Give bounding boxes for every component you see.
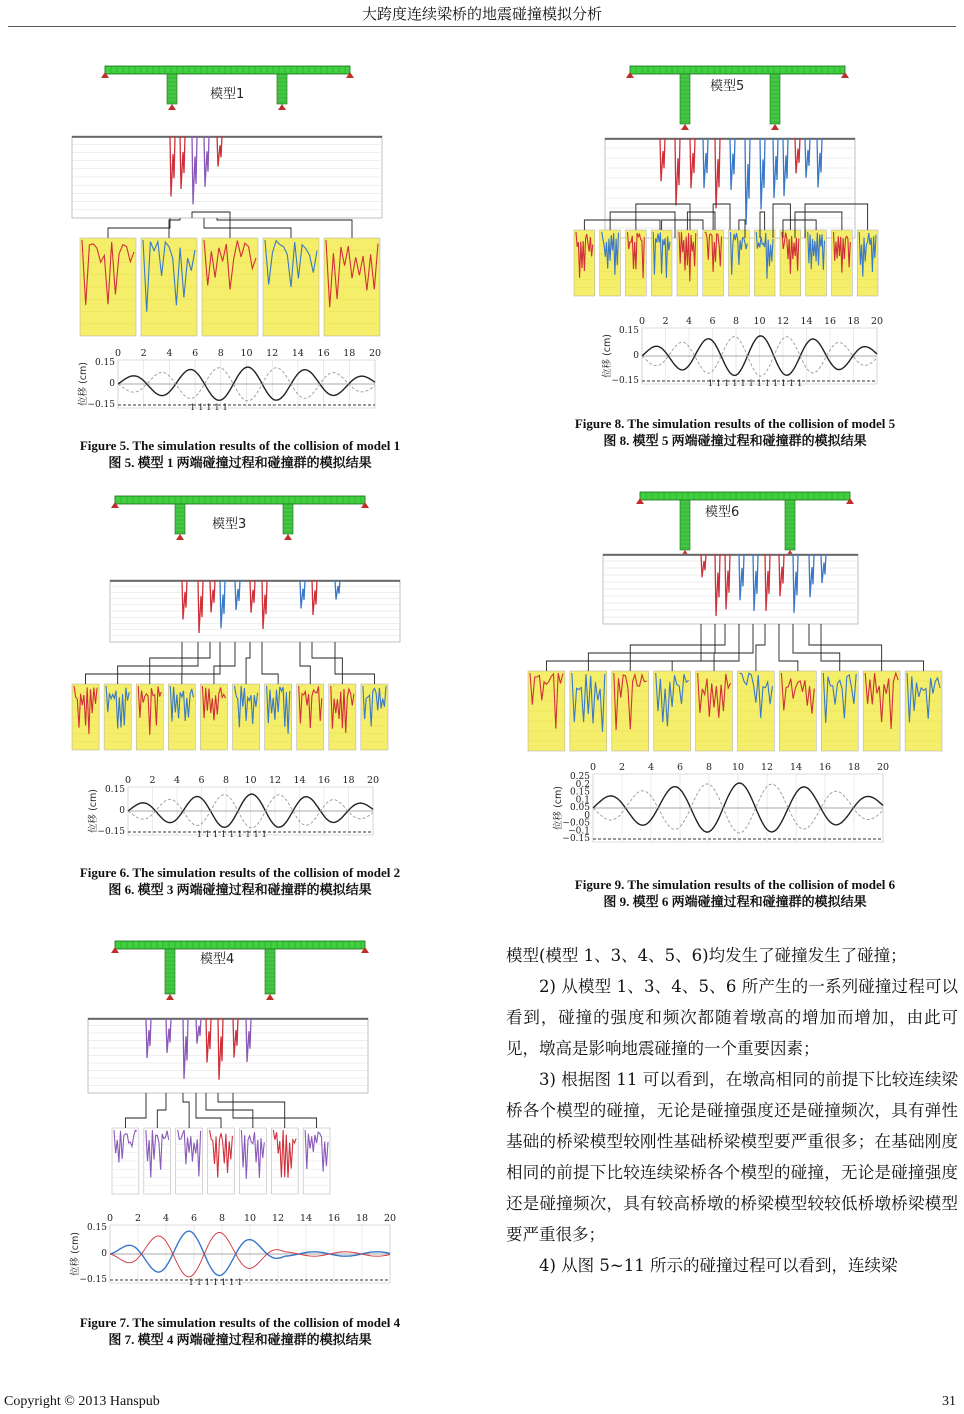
displacement-chart bbox=[77, 348, 381, 413]
x-tick-label: 4 bbox=[162, 1213, 170, 1224]
collision-group-panel bbox=[779, 624, 816, 751]
y-axis-label: 位移 (cm) bbox=[78, 362, 89, 406]
x-tick-label: 18 bbox=[343, 348, 356, 359]
model-label: 模型3 bbox=[212, 517, 247, 532]
x-tick-label: 6 bbox=[198, 775, 205, 786]
x-tick-label: 0 bbox=[638, 316, 646, 327]
y-tick-label: 0.25 bbox=[569, 772, 590, 782]
x-tick-label: 16 bbox=[327, 1213, 341, 1224]
figure-9-caption-zh: 图 9. 模型 6 两端碰撞过程和碰撞群的模拟结果 bbox=[603, 894, 867, 909]
displacement-chart bbox=[601, 316, 883, 389]
y-tick-label: −0.15 bbox=[562, 834, 590, 844]
bridge-pier bbox=[770, 74, 780, 130]
x-tick-label: 2 bbox=[134, 1213, 142, 1224]
x-tick-label: 0 bbox=[124, 775, 132, 786]
collision-figure-svg bbox=[60, 488, 390, 838]
y-tick-label: 0 bbox=[101, 1249, 107, 1259]
collision-group-panel bbox=[176, 1093, 203, 1194]
x-tick-label: 4 bbox=[647, 762, 655, 773]
bridge-deck bbox=[636, 492, 854, 504]
y-axis-label: 位移 (cm) bbox=[553, 786, 564, 830]
collision-group-panel bbox=[192, 212, 258, 336]
figure-8-caption-en: Figure 8. The simulation results of the collision of model 5 bbox=[574, 416, 896, 431]
y-tick-label: −0.15 bbox=[79, 1275, 107, 1285]
x-tick-label: 2 bbox=[140, 348, 147, 359]
x-tick-label: 2 bbox=[618, 762, 626, 773]
figure-5 bbox=[60, 58, 390, 413]
bridge-pier bbox=[680, 74, 690, 130]
figure-5-caption bbox=[20, 437, 460, 471]
collision-marks: 1 1 1 1 1 bbox=[189, 403, 228, 413]
y-tick-label: 0.15 bbox=[618, 326, 639, 336]
figure-8 bbox=[570, 58, 884, 393]
x-tick-label: 2 bbox=[149, 775, 156, 786]
y-tick-label: 0 bbox=[633, 351, 639, 361]
bridge-pier bbox=[167, 74, 177, 110]
x-tick-label: 14 bbox=[789, 762, 803, 773]
x-tick-label: 20 bbox=[366, 775, 380, 786]
x-tick-label: 20 bbox=[870, 316, 884, 327]
x-tick-label: 14 bbox=[800, 316, 813, 327]
figure-7-caption-zh: 图 7. 模型 4 两端碰撞过程和碰撞群的模拟结果 bbox=[108, 1332, 372, 1347]
x-tick-label: 20 bbox=[383, 1213, 397, 1224]
x-tick-label: 10 bbox=[753, 316, 766, 327]
collision-group-panel bbox=[233, 642, 260, 750]
x-tick-label: 2 bbox=[662, 316, 669, 327]
bridge-deck bbox=[111, 941, 369, 953]
collision-group-panel bbox=[729, 220, 750, 296]
x-tick-label: 16 bbox=[317, 775, 331, 786]
bridge-pier bbox=[283, 504, 293, 540]
x-tick-label: 10 bbox=[240, 348, 253, 359]
y-tick-label: 0.15 bbox=[104, 785, 125, 795]
collision-group-panel bbox=[141, 218, 197, 336]
x-tick-label: 0 bbox=[589, 762, 597, 773]
x-tick-label: 10 bbox=[731, 762, 745, 773]
y-tick-label: 0.15 bbox=[94, 358, 115, 368]
y-tick-label: 0.05 bbox=[569, 803, 590, 813]
collision-marks: 1 1 1 1 1 1 1 1 1 bbox=[196, 830, 267, 840]
x-tick-label: 8 bbox=[217, 348, 224, 359]
y-axis-label: 位移 (cm) bbox=[602, 334, 613, 378]
y-tick-label: −0.15 bbox=[97, 827, 125, 837]
x-tick-label: 16 bbox=[823, 316, 837, 327]
figure-5-caption-zh: 图 5. 模型 1 两端碰撞过程和碰撞群的模拟结果 bbox=[108, 455, 372, 470]
figure-5-caption-en: Figure 5. The simulation results of the collision of model 1 bbox=[79, 438, 401, 453]
x-tick-label: 12 bbox=[266, 348, 279, 359]
x-tick-label: 8 bbox=[222, 775, 230, 786]
x-tick-label: 18 bbox=[847, 316, 860, 327]
collision-force-panel bbox=[72, 136, 382, 218]
y-tick-label: 0 bbox=[119, 806, 125, 816]
figure-8-caption-zh: 图 8. 模型 5 两端碰撞过程和碰撞群的模拟结果 bbox=[603, 433, 867, 448]
collision-force-panel bbox=[88, 1018, 368, 1093]
y-tick-label: −0.15 bbox=[611, 376, 639, 386]
running-header: 大跨度连续梁桥的地震碰撞模拟分析 bbox=[361, 5, 602, 23]
x-tick-label: 0 bbox=[106, 1213, 114, 1224]
displacement-chart bbox=[552, 762, 889, 844]
bridge-pier bbox=[277, 74, 287, 110]
y-tick-label: 0.2 bbox=[575, 779, 590, 790]
x-tick-label: 14 bbox=[299, 1213, 313, 1224]
x-tick-label: 10 bbox=[244, 775, 257, 786]
bridge-pier bbox=[165, 949, 175, 1000]
x-tick-label: 12 bbox=[776, 316, 790, 327]
x-tick-label: 4 bbox=[685, 316, 693, 327]
collision-figure-svg bbox=[60, 58, 390, 413]
displacement-chart bbox=[87, 775, 379, 840]
figure-6-caption bbox=[20, 864, 460, 898]
x-tick-label: 8 bbox=[732, 316, 740, 327]
paragraph-3: 4) 从图 5~11 所示的碰撞过程可以看到，连续梁 bbox=[539, 1256, 898, 1275]
body-text bbox=[506, 940, 958, 1281]
figure-6-caption-zh: 图 6. 模型 3 两端碰撞过程和碰撞群的模拟结果 bbox=[108, 882, 372, 897]
displacement-chart bbox=[69, 1213, 396, 1288]
x-tick-label: 4 bbox=[166, 348, 173, 359]
x-tick-label: 20 bbox=[876, 762, 890, 773]
figure-6 bbox=[60, 488, 390, 838]
figure-7-caption bbox=[20, 1314, 460, 1348]
collision-group-panel bbox=[738, 624, 775, 751]
y-tick-label: 0.1 bbox=[575, 795, 590, 806]
model-label: 模型4 bbox=[200, 952, 235, 967]
model-label: 模型6 bbox=[705, 505, 740, 520]
y-tick-label: 0 bbox=[109, 379, 115, 389]
collision-marks: 1 1 1 1 1 1 1 1 1 1 1 1 bbox=[707, 379, 803, 389]
header-rule bbox=[8, 26, 956, 27]
figure-7-caption-en: Figure 7. The simulation results of the collision of model 4 bbox=[79, 1315, 401, 1330]
x-tick-label: 16 bbox=[818, 762, 832, 773]
x-tick-label: 4 bbox=[173, 775, 181, 786]
x-tick-label: 8 bbox=[705, 762, 713, 773]
x-tick-label: 6 bbox=[709, 316, 716, 327]
figure-7 bbox=[60, 933, 397, 1288]
x-tick-label: 18 bbox=[342, 775, 355, 786]
figure-9-caption bbox=[515, 876, 955, 910]
paragraph-2: 3) 根据图 11 可以看到，在墩高相同的前提下比较连续梁桥各个模型的碰撞，无论是碰撞强度还是碰撞频次，具有弹性基础的桥梁模型较刚性基础桥梁模型要严重很多；在基础刚度相同的前提下比较连续梁桥各个模型的碰撞，无论是碰撞强度还是碰撞频次，具有较高桥墩的桥梁模型较较低桥墩桥梁模型要严重很多； bbox=[506, 1070, 958, 1244]
collision-figure-svg bbox=[60, 933, 397, 1288]
footer-page-number: 31 bbox=[942, 1394, 956, 1409]
y-tick-label: 0.15 bbox=[86, 1223, 107, 1233]
x-tick-label: 16 bbox=[317, 348, 330, 359]
x-tick-label: 12 bbox=[271, 1213, 285, 1224]
x-tick-label: 6 bbox=[676, 762, 684, 773]
y-tick-label: −0.05 bbox=[562, 818, 590, 829]
collision-figure-svg bbox=[525, 484, 945, 864]
figure-6-caption-en: Figure 6. The simulation results of the collision of model 2 bbox=[79, 865, 401, 880]
figure-8-caption bbox=[515, 415, 955, 449]
paragraph-1: 2) 从模型 1、3、4、5、6 所产生的一系列碰撞过程可以看到，碰撞的强度和频次都随着墩高的增加而增加，由此可见，墩高是影响地震碰撞的一个重要因素； bbox=[506, 977, 958, 1058]
bridge-pier bbox=[680, 500, 690, 556]
y-tick-label: −0.1 bbox=[568, 826, 590, 837]
x-tick-label: 14 bbox=[293, 775, 306, 786]
bridge-pier bbox=[785, 500, 795, 556]
bridge-deck bbox=[111, 496, 369, 508]
y-tick-label: 0 bbox=[584, 810, 590, 821]
x-tick-label: 10 bbox=[243, 1213, 257, 1224]
collision-figure-svg bbox=[570, 58, 884, 393]
model-label: 模型5 bbox=[710, 79, 745, 94]
x-tick-label: 8 bbox=[218, 1213, 226, 1224]
bridge-pier bbox=[175, 504, 185, 540]
x-tick-label: 18 bbox=[355, 1213, 369, 1224]
model-label: 模型1 bbox=[210, 87, 245, 102]
collision-group-panel bbox=[112, 1093, 146, 1194]
collision-group-panel bbox=[262, 642, 292, 750]
x-tick-label: 18 bbox=[847, 762, 861, 773]
collision-marks: 1 1 1 1 1 1 1 bbox=[188, 1278, 243, 1288]
x-tick-label: 14 bbox=[291, 348, 304, 359]
x-tick-label: 12 bbox=[760, 762, 774, 773]
bridge-deck bbox=[101, 66, 354, 78]
x-tick-label: 6 bbox=[190, 1213, 198, 1224]
paragraph-0: 模型(模型 1、3、4、5、6)均发生了碰撞发生了碰撞； bbox=[506, 946, 907, 965]
x-tick-label: 20 bbox=[368, 348, 382, 359]
figure-9-caption-en: Figure 9. The simulation results of the collision of model 6 bbox=[574, 877, 896, 892]
collision-group-panel bbox=[144, 1093, 171, 1194]
x-tick-label: 6 bbox=[192, 348, 199, 359]
collision-force-panel bbox=[110, 580, 400, 642]
collision-force-panel bbox=[603, 554, 858, 624]
bridge-pier bbox=[265, 949, 275, 1000]
x-tick-label: 12 bbox=[268, 775, 282, 786]
y-axis-label: 位移 (cm) bbox=[70, 1232, 81, 1276]
y-tick-label: 0.15 bbox=[569, 787, 590, 798]
bridge-deck bbox=[626, 66, 849, 78]
footer-copyright: Copyright © 2013 Hanspub bbox=[4, 1394, 160, 1409]
y-tick-label: −0.15 bbox=[87, 400, 115, 410]
figure-9 bbox=[525, 484, 945, 864]
x-tick-label: 0 bbox=[114, 348, 122, 359]
y-axis-label: 位移 (cm) bbox=[88, 789, 99, 833]
